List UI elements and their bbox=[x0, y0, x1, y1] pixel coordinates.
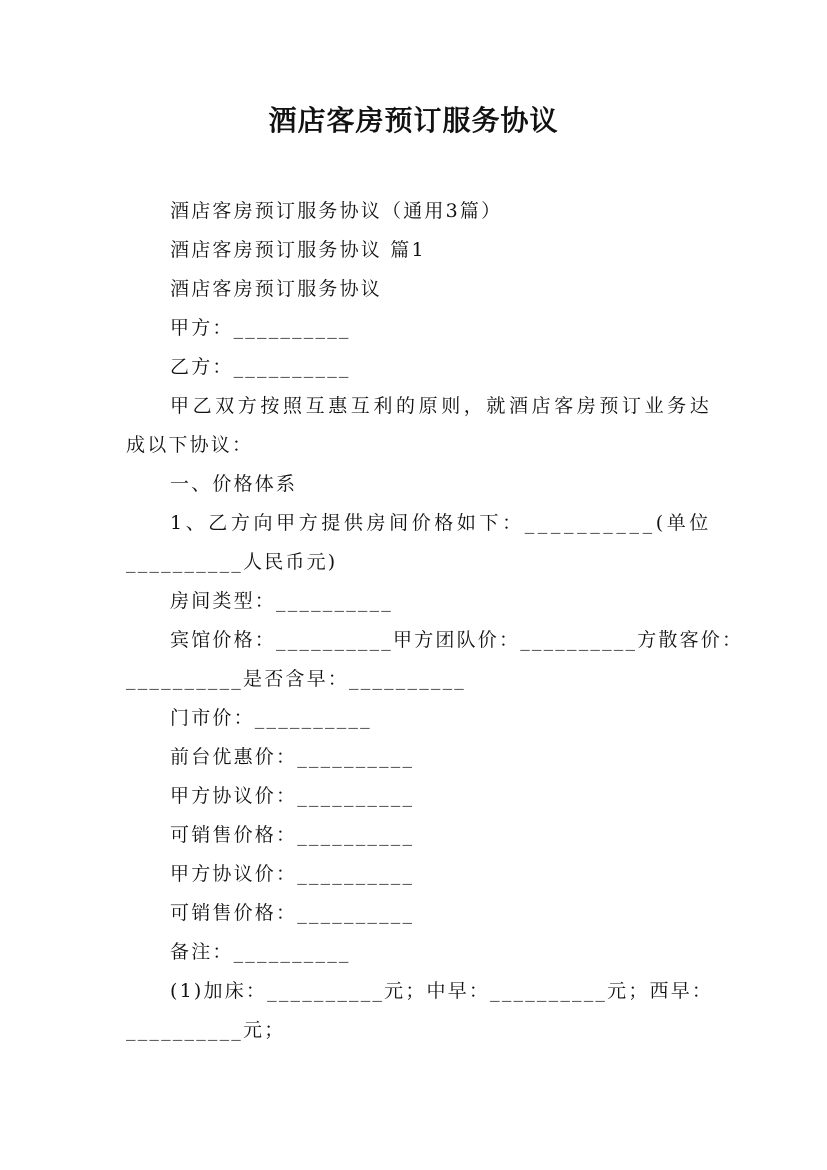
doc-line-sellable-price: 可销售价格：__________ bbox=[170, 824, 415, 846]
doc-line-price-system: 一、价格体系 bbox=[170, 473, 298, 495]
doc-line-remarks: 备注：__________ bbox=[170, 941, 351, 963]
doc-line-clause-1: 1、乙方向甲方提供房间价格如下：__________(单位 bbox=[170, 512, 712, 534]
doc-line-extra-bed: (1)加床：__________元；中早：__________元；西早： bbox=[170, 980, 714, 1002]
doc-line-heading: 酒店客房预订服务协议（通用3篇） bbox=[170, 200, 503, 222]
doc-line-extra-bed-cont: __________元； bbox=[126, 1019, 286, 1041]
doc-line-preamble: 甲乙双方按照互惠互利的原则，就酒店客房预订业务达 bbox=[170, 395, 713, 417]
doc-line-agreement-price: 甲方协议价：__________ bbox=[170, 785, 415, 807]
doc-line-hotel-price: 宾馆价格：__________甲方团队价：__________方散客价： bbox=[170, 629, 744, 651]
doc-line-sellable-price-2: 可销售价格：__________ bbox=[170, 902, 415, 924]
doc-line-preamble-cont: 成以下协议： bbox=[126, 434, 254, 456]
doc-line-rack-rate: 门市价：__________ bbox=[170, 707, 372, 729]
doc-line-hotel-price-cont: __________是否含早：__________ bbox=[126, 668, 467, 690]
doc-line-agreement-price-2: 甲方协议价：__________ bbox=[170, 863, 415, 885]
doc-line-party-a: 甲方：__________ bbox=[170, 317, 351, 339]
doc-line-room-type: 房间类型：__________ bbox=[170, 590, 394, 612]
doc-line-party-b: 乙方：__________ bbox=[170, 356, 351, 378]
doc-line-subtitle: 酒店客房预订服务协议 bbox=[170, 278, 383, 300]
document-title: 酒店客房预订服务协议 bbox=[268, 104, 559, 137]
doc-line-clause-1-cont: __________人民币元) bbox=[126, 551, 338, 573]
doc-line-section: 酒店客房预订服务协议 篇1 bbox=[170, 239, 426, 261]
doc-line-front-desk-price: 前台优惠价：__________ bbox=[170, 746, 415, 768]
